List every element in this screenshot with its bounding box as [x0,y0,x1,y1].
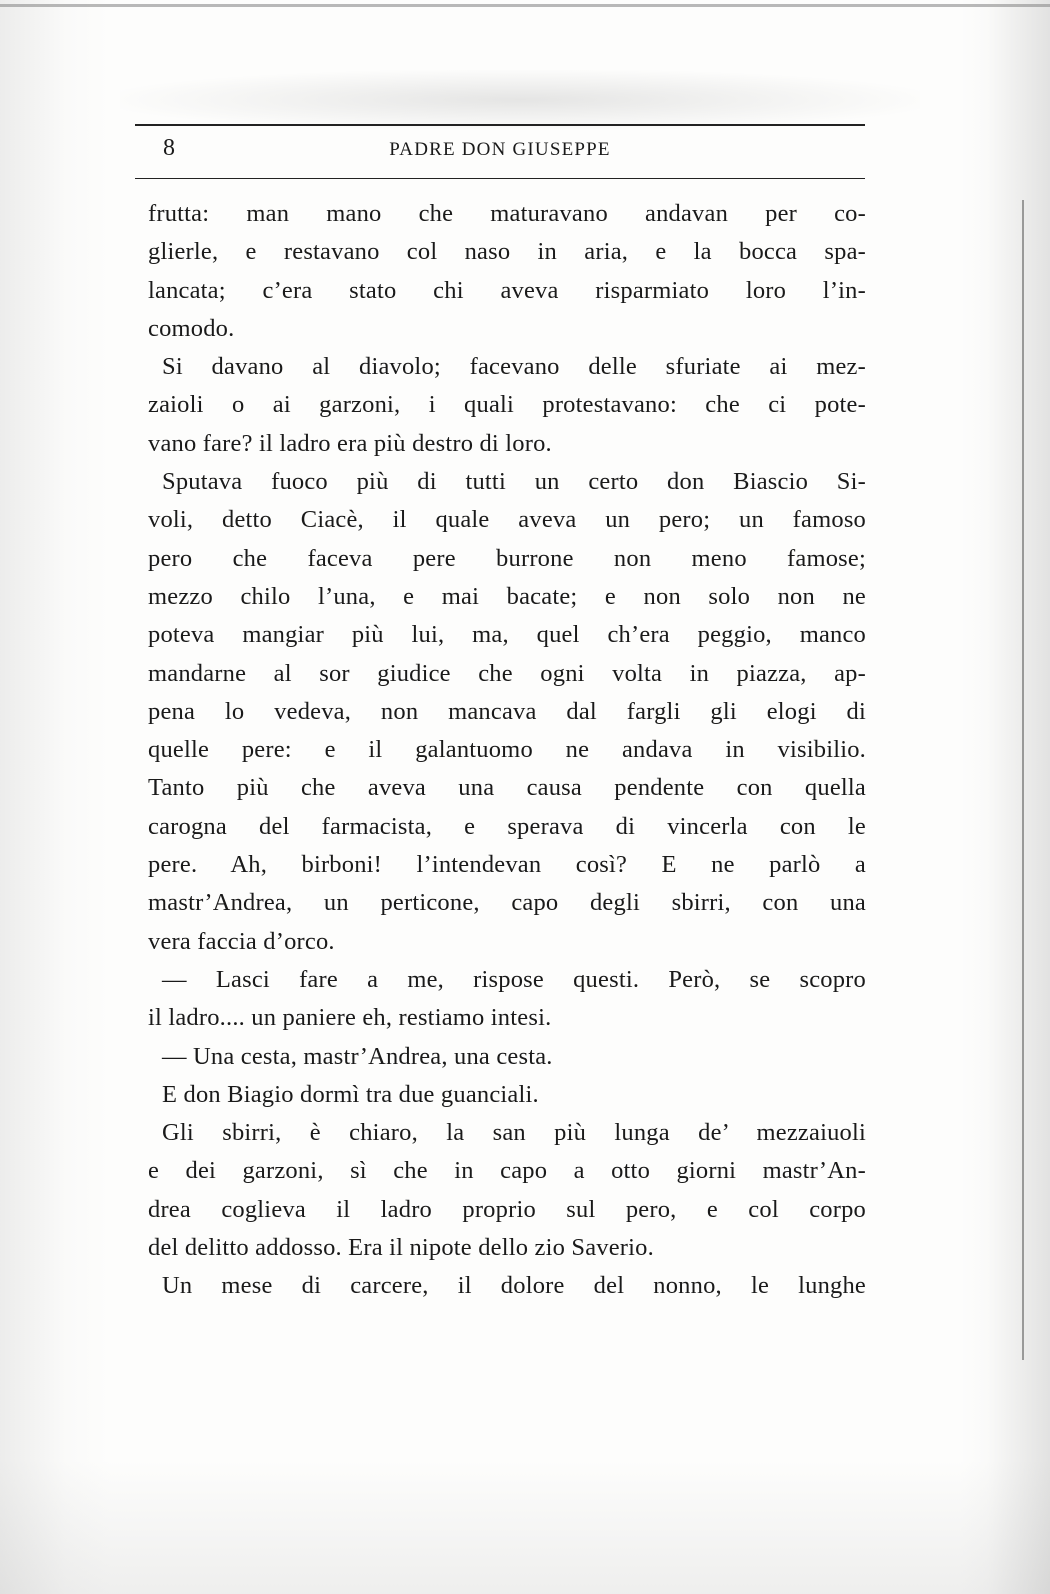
header-rule-top [135,124,865,126]
scan-shadow-right [960,0,1050,1594]
text-line: — Una cesta, mastr’Andrea, una cesta. [162,1042,553,1070]
text-line: Un mese di carcere, il dolore del nonno, le lunghe [162,1272,866,1300]
text-line: Gli sbirri, è chiaro, la san più lunga de’ mezzaiuoli [162,1119,866,1147]
text-line: il ladro.... un paniere eh, restiamo intesi. [148,1004,552,1032]
text-line: poteva mangiar più lui, ma, quel ch’era peggio, manco [148,621,866,649]
text-line: e dei garzoni, sì che in capo a otto giorni mastr’An- [148,1157,866,1185]
text-line: vano fare? il ladro era più destro di loro. [148,429,552,457]
text-line: quelle pere: e il galantuomo ne andava in visibilio. [148,736,866,764]
text-line: frutta: man mano che maturavano andavan per co- [148,200,866,227]
text-line: glierle, e restavano col naso in aria, e la bocca spa- [148,238,866,266]
text-line: E don Biagio dormì tra due guanciali. [162,1080,539,1108]
text-line: Si davano al diavolo; facevano delle sfuriate ai mez- [162,353,866,381]
scan-edge-line [0,4,1050,7]
text-line: zaioli o ai garzoni, i quali protestavano: che ci pote- [148,391,866,419]
page-header [135,130,865,170]
scan-shadow-left [0,0,110,1594]
text-line: mandarne al sor giudice che ogni volta in piazza, ap- [148,659,866,687]
header-rule-bottom [135,178,865,179]
text-line: Sputava fuoco più di tutti un certo don Biascio Si- [162,468,866,496]
scan-shadow-bottom [0,1460,1050,1594]
text-line: del delitto addosso. Era il nipote dello zio Saverio. [148,1234,654,1262]
page-number: 8 [163,135,175,161]
text-line: pere. Ah, birboni! l’intendevan così? E ne parlò a [148,851,866,879]
text-line: mastr’Andrea, un perticone, capo degli sbirri, con una [148,889,866,917]
scan-smudge-top [120,70,920,130]
page-edge-line [1022,200,1024,1360]
text-line: drea coglieva il ladro proprio sul pero, e col corpo [148,1195,866,1223]
text-line: pero che faceva pere burrone non meno famose; [148,544,866,572]
text-line: vera faccia d’orco. [148,927,335,955]
body-text [148,195,866,1306]
text-line: — Lasci fare a me, rispose questi. Però, se scopro [162,965,866,993]
text-line: voli, detto Ciacè, il quale aveva un pero; un famoso [148,506,866,534]
text-line: mezzo chilo l’una, e mai bacate; e non solo non ne [148,582,866,610]
text-line: pena lo vedeva, non mancava dal fargli gli elogi di [148,697,866,725]
text-line: Tanto più che aveva una causa pendente con quella [148,774,866,802]
text-line: carogna del farmacista, e sperava di vincerla con le [148,812,866,840]
text-line: comodo. [148,314,235,342]
text-line: lancata; c’era stato chi aveva risparmiato loro l’in- [148,276,866,304]
running-title: PADRE DON GIUSEPPE [389,139,611,160]
